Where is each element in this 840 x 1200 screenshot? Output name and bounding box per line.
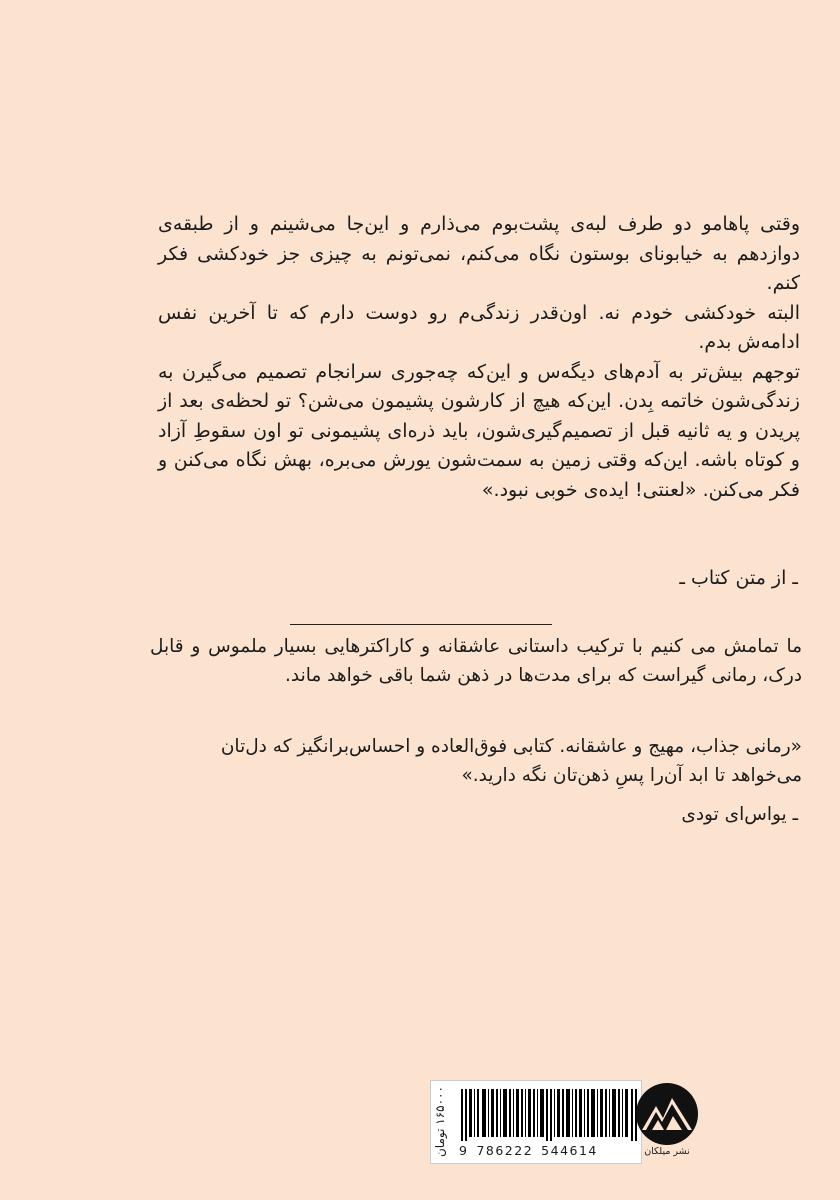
mountain-logo-icon xyxy=(632,1080,702,1146)
publisher-logo xyxy=(632,1080,702,1162)
isbn-digit-group: 786222 xyxy=(476,1143,534,1158)
review-quote: «رمانی جذاب، مهیج و عاشقانه. کتابی فوق‌العاده و احساس‌برانگیز که دل‌تان می‌خواهد تا ابد آن‌را پسِ ذهن‌تان نگه دارید.» xyxy=(220,736,802,786)
excerpt-paragraph: توجهم بیش‌تر به آدم‌های دیگه‌س و این‌که چه‌جوری سرانجام تصمیم می‌گیرن به زندگی‌شون خاتمه بِدن. این‌که هیچ از کارشون پشیمون می‌شن؟ تو لحظه‌ی بعد از پریدن و یه ثانیه قبل از تصمیم‌گیری‌شون، باید ذره‌ای پشیمونی تو اون سقوطِ آزاد و کوتاه باشه. این‌که وقتی زمین به سمت‌شون یورش می‌بره، بهش نگاه می‌کنن و فکر می‌کنن. «لعنتی! ایده‌ی خوبی نبود.» xyxy=(158,360,800,501)
isbn-digit-group: 544614 xyxy=(541,1143,598,1158)
price-label: ۱۶۵۰۰۰ تومان xyxy=(433,1086,447,1158)
excerpt-paragraph: وقتی پاهامو دو طرف لبه‌ی پشت‌بوم می‌ذارم و این‌جا می‌شینم و از طبقه‌ی دوازدهم به خیابونای بوستون نگاه می‌کنم، نمی‌تونم به چیزی جز خودکشی فکر کنم. xyxy=(158,213,800,294)
excerpt-paragraph: البته خودکشی خودم نه. اون‌قدر زندگی‌م رو دوست دارم که تا آخرین نفس ادامه‌ش بدم. xyxy=(158,301,800,353)
isbn-digit-group: 9 xyxy=(459,1143,469,1158)
book-excerpt xyxy=(158,210,800,505)
section-divider xyxy=(290,624,552,625)
excerpt-attribution: ـ از متن کتاب ـ xyxy=(679,567,798,589)
review-source: ـ یواس‌ای تودی xyxy=(681,804,798,825)
isbn-digits xyxy=(459,1143,639,1158)
publisher-name: نشر میلکان xyxy=(644,1146,690,1157)
isbn-barcode xyxy=(430,1080,642,1164)
book-blurb: ما تمامش می کنیم با ترکیب داستانی عاشقانه و کاراکترهایی بسیار ملموس و قابل درک، رمانی گیراست که برای مدت‌ها در ذهن شما باقی خواهد ماند. xyxy=(150,636,802,686)
barcode-bars-icon xyxy=(461,1089,637,1141)
